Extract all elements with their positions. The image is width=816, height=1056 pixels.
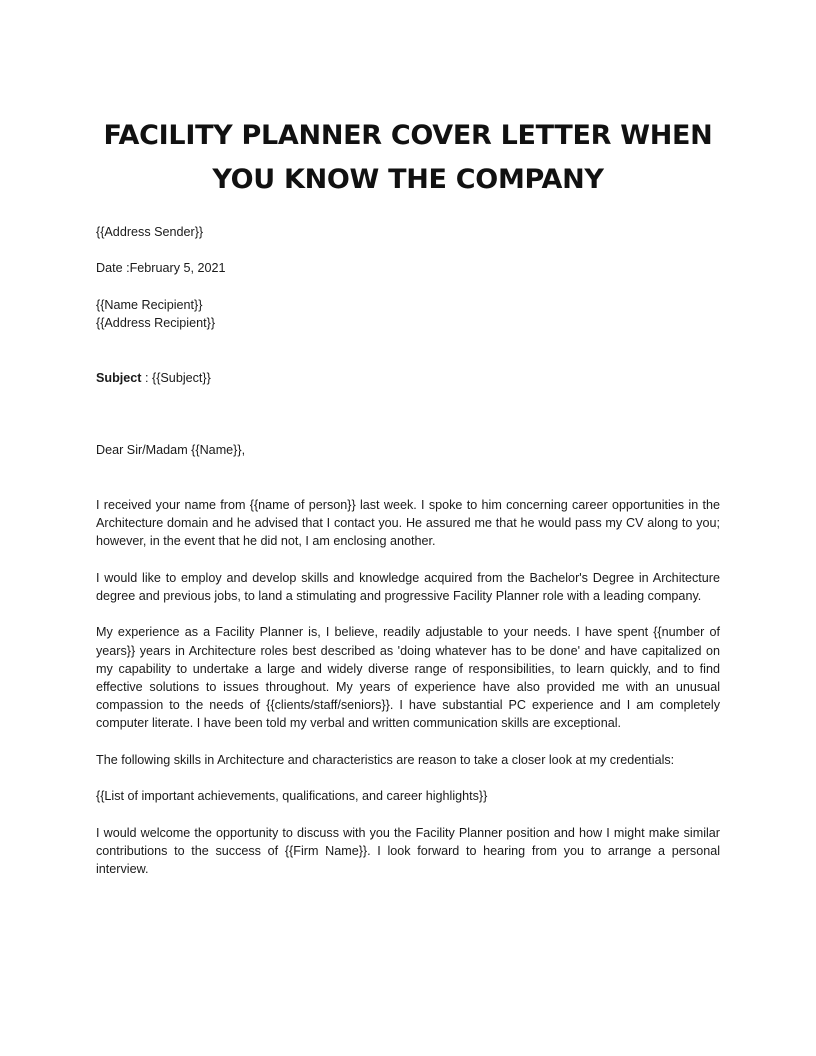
- subject-value: : {{Subject}}: [141, 370, 211, 385]
- recipient-name: {{Name Recipient}}: [96, 297, 203, 312]
- paragraph-goal: I would like to employ and develop skills and knowledge acquired from the Bachelor's Degree in Architecture degree and previous jobs, to land a stimulating and progressive Facility Planner role with a leading company.: [96, 570, 720, 603]
- letter-body: [96, 223, 720, 878]
- date-line: Date :February 5, 2021: [96, 261, 226, 276]
- subject-label: Subject: [96, 370, 142, 385]
- salutation: Dear Sir/Madam {{Name}},: [96, 443, 246, 458]
- paragraph-intro: I received your name from {{name of person}} last week. I spoke to him concerning career opportunities in the Architecture domain and he advised that I contact you. He assured me that he would pass my CV along to you; however, in the event that he did not, I am enclosing another.: [96, 497, 720, 549]
- recipient-address: {{Address Recipient}}: [96, 315, 216, 330]
- paragraph-skills-intro: The following skills in Architecture and characteristics are reason to take a closer look at my credentials:: [96, 752, 675, 767]
- subject-line: [96, 369, 720, 387]
- document-title: FACILITY PLANNER COVER LETTER WHEN YOU KNOW THE COMPANY: [103, 120, 713, 195]
- paragraph-achievements: {{List of important achievements, qualifications, and career highlights}}: [96, 789, 488, 804]
- paragraph-experience: My experience as a Facility Planner is, I believe, readily adjustable to your needs. I have spent {{number of years}} years in Architecture roles best described as 'doing whatever has to be done' and have capitalized on my capability to undertake a large and widely diverse range of responsibilities, to learn quickly, and to find effective solutions to issues throughout. My years of experience have also provided me with an unusual compassion to the needs of {{clients/staff/seniors}}. I have substantial PC experience and I am completely computer literate. I have been told my verbal and written communication skills are exceptional.: [96, 625, 720, 731]
- paragraph-closing: I would welcome the opportunity to discuss with you the Facility Planner position and how I might make similar contributions to the success of {{Firm Name}}. I look forward to hearing from you to arrange a personal interview.: [96, 825, 720, 876]
- sender-address: {{Address Sender}}: [96, 225, 204, 239]
